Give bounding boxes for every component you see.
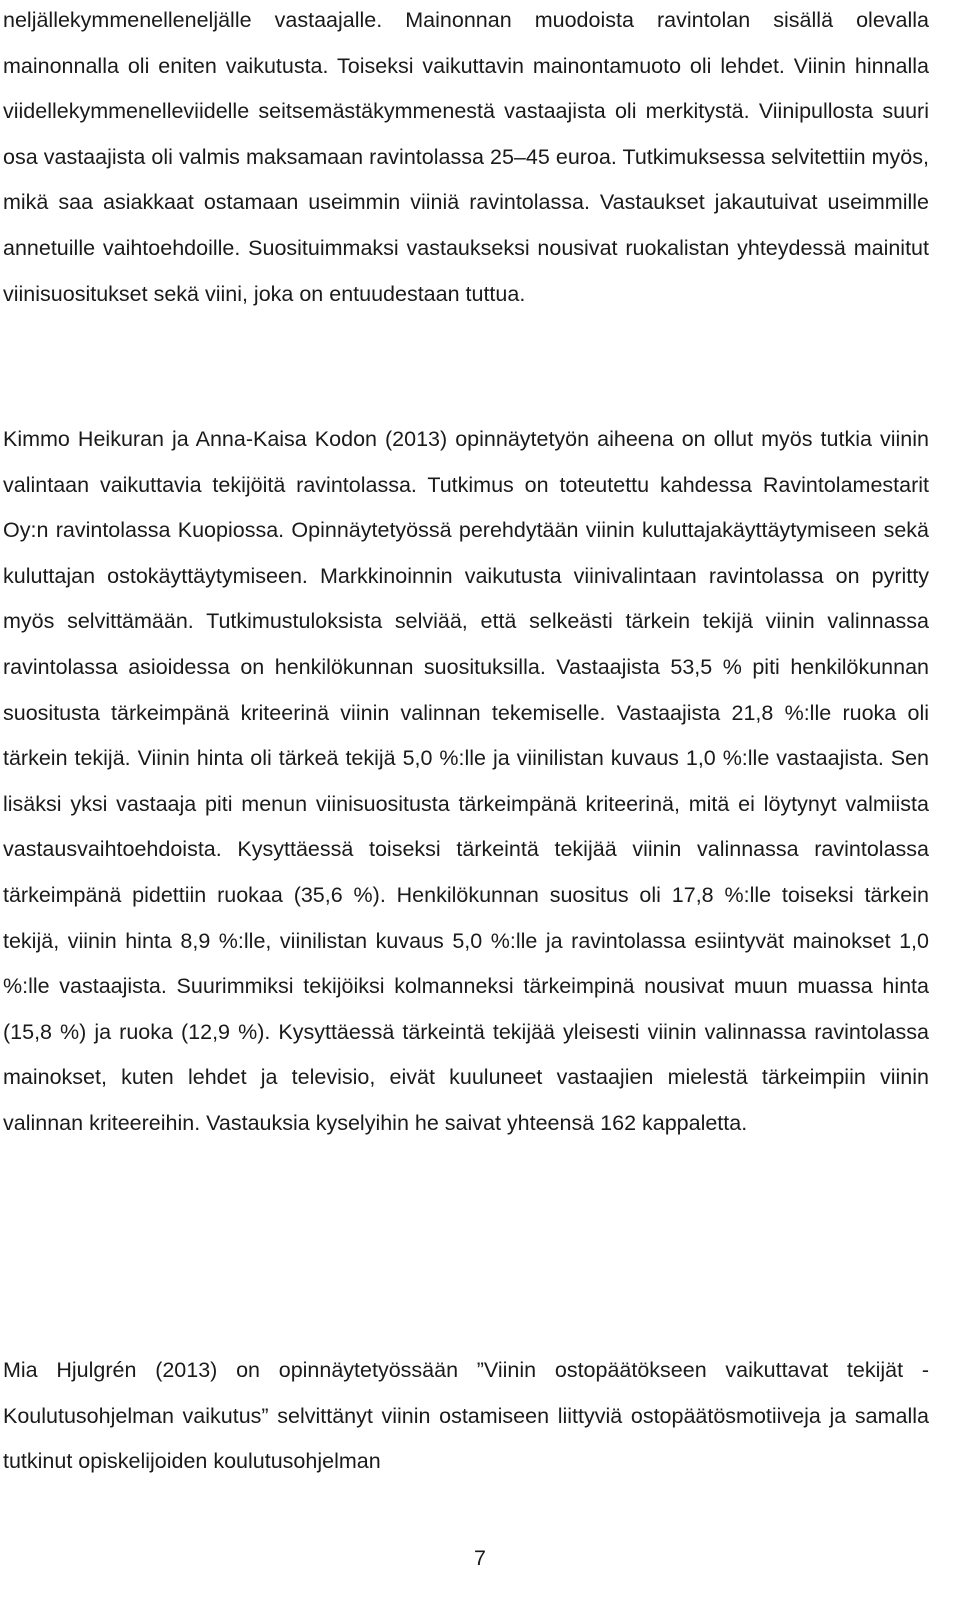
- body-paragraph-2: Kimmo Heikuran ja Anna-Kaisa Kodon (2013) opinnäytetyön aiheena on ollut myös tutkia viinin valintaan vaikuttavia tekijöitä ravintolassa. Tutkimus on toteutettu kahdessa Ravintolamestarit Oy:n ravintolassa Kuopiossa. Opinnäytetyössä perehdytään viinin kuluttajakäyttäytymiseen sekä kuluttajan ostokäyttäytymiseen. Markkinoinnin vaikutusta viinivalintaan ravintolassa on pyritty myös selvittämään. Tutkimustuloksista selviää, että selkeästi tärkein tekijä viinin valinnassa ravintolassa asioidessa on henkilökunnan suosituksilla. Vastaajista 53,5 % piti henkilökunnan suositusta tärkeimpänä kriteerinä viinin valinnan tekemiselle. Vastaajista 21,8 %:lle ruoka oli tärkein tekijä. Viinin hinta oli tärkeä tekijä 5,0 %:lle ja viinilistan kuvaus 1,0 %:lle vastaajista. Sen lisäksi yksi vastaaja piti menun viinisuositusta tärkeimpänä kriteerinä, mitä ei löytynyt valmiista vastausvaihtoehdoista. Kysyttäessä toiseksi tärkeintä tekijää viinin valinnassa ravintolassa tärkeimpänä pidettiin ruokaa (35,6 %). Henkilökunnan suositus oli 17,8 %:lle toiseksi tärkein tekijä, viinin hinta 8,9 %:lle, viinilistan kuvaus 5,0 %:lle ja ravintolassa esiintyvät mainokset 1,0 %:lle vastaajista. Suurimmiksi tekijöiksi kolmanneksi tärkeimpinä nousivat muun muassa hinta (15,8 %) ja ruoka (12,9 %). Kysyttäessä tärkeintä tekijää yleisesti viinin valinnassa ravintolassa mainokset, kuten lehdet ja televisio, eivät kuuluneet vastaajien mielestä tärkeimpiin viinin valinnan kriteereihin. Vastauksia kyselyihin he saivat yhteensä 162 kappaletta.: [3, 427, 929, 1135]
- body-paragraph-1: neljällekymmenelleneljälle vastaajalle. Mainonnan muodoista ravintolan sisällä olevalla mainonnalla oli eniten vaikutusta. Toiseksi vaikuttavin mainontamuoto oli lehdet. Viinin hinnalla viidellekymmenelleviidelle seitsemästäkymmenestä vastaajista oli merkitystä. Viinipullosta suuri osa vastaajista oli valmis maksamaan ravintolassa 25–45 euroa. Tutkimuksessa selvitettiin myös, mikä saa asiakkaat ostamaan useimmin viiniä ravintolassa. Vastaukset jakautuivat useimmille annetuille vaihtoehdoille. Suosituimmaksi vastaukseksi nousivat ruokalistan yhteydessä mainitut viinisuositukset sekä viini, joka on entuudestaan tuttua.: [3, 8, 929, 306]
- body-paragraph-3: Mia Hjulgrén (2013) on opinnäytetyössään ”Viinin ostopäätökseen vaikuttavat tekijät - Koulutusohjelman vaikutus” selvittänyt viinin ostamiseen liittyviä ostopäätösmotiiveja ja samalla tutkinut opiskelijoiden koulutusohjelman: [3, 1358, 929, 1474]
- page-number: 7: [474, 1546, 486, 1570]
